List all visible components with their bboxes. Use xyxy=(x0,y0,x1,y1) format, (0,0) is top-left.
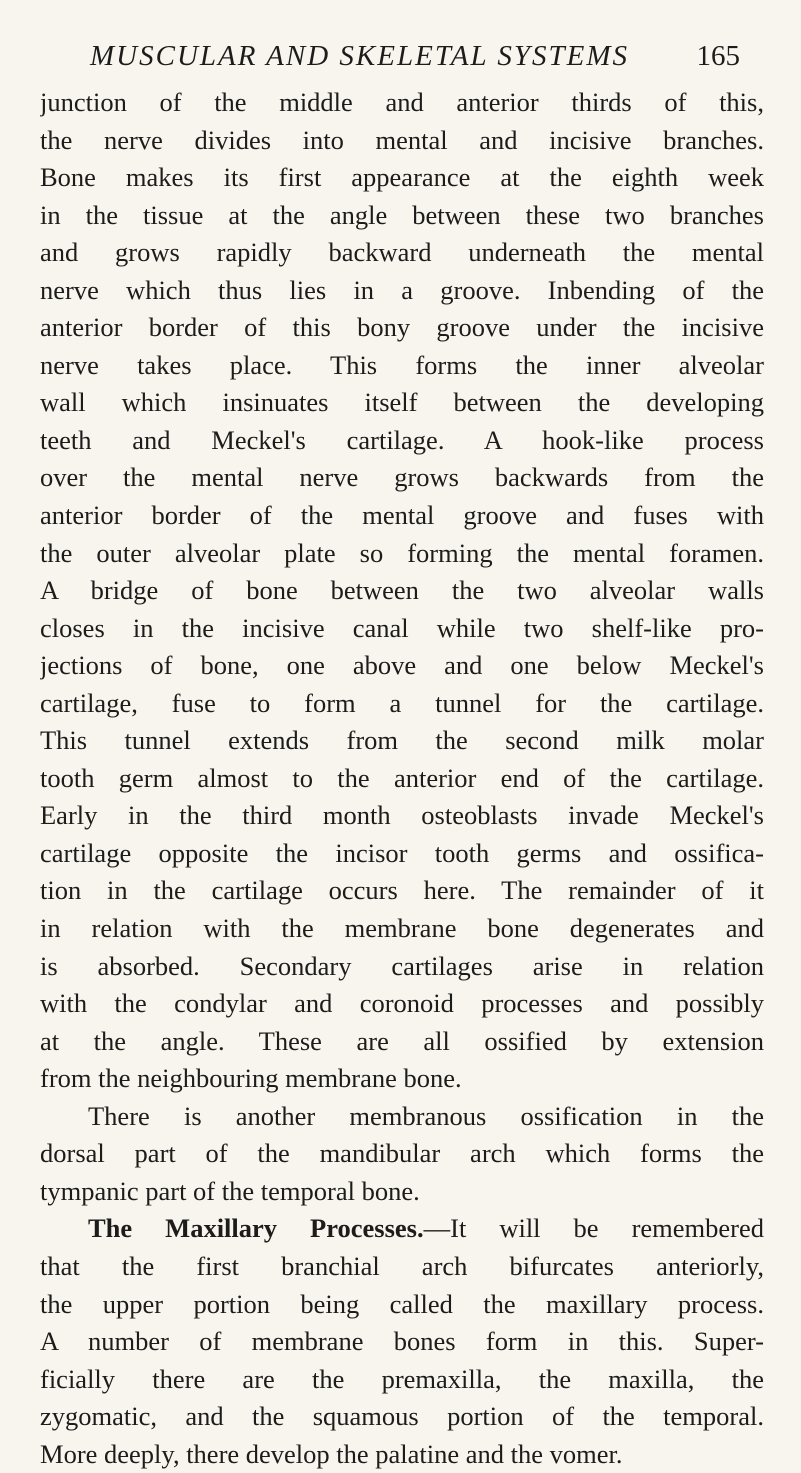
text-line: teeth and Meckel's cartilage. A hook-like process xyxy=(40,424,764,455)
text-line: There is another membranous ossification in the xyxy=(88,1100,764,1131)
text-line: with the condylar and coronoid processes and possibly xyxy=(40,988,764,1019)
text-line: Bone makes its first appearance at the eighth week xyxy=(40,162,764,193)
text-line: jections of bone, one above and one below Meckel's xyxy=(40,650,764,681)
text-line: the outer alveolar plate so forming the mental foramen. xyxy=(40,537,764,568)
section-heading: The Maxillary Processes. xyxy=(88,1213,424,1244)
text-line: anterior border of this bony groove under the incisive xyxy=(40,312,764,343)
text-line: tooth germ almost to the anterior end of the cartilage. xyxy=(40,762,764,793)
text-line: and grows rapidly backward underneath the mental xyxy=(40,237,764,268)
text-line: the nerve divides into mental and incisive branches. xyxy=(40,124,764,155)
text-line: zygomatic, and the squamous portion of the temporal. xyxy=(40,1401,764,1432)
section-first-line-text: —It will be remembered xyxy=(423,1213,764,1244)
text-line: tion in the cartilage occurs here. The remainder of it xyxy=(40,875,764,906)
text-line: junction of the middle and anterior thirds of this, xyxy=(40,87,764,117)
text-line: More deeply, there develop the palatine and the vomer. xyxy=(40,1438,623,1469)
text-line: A number of membrane bones form in this. Super- xyxy=(40,1326,764,1357)
text-line: A bridge of bone between the two alveolar walls xyxy=(40,575,764,606)
text-line: Early in the third month osteoblasts invade Meckel's xyxy=(40,800,764,831)
text-line: This tunnel extends from the second milk molar xyxy=(40,725,764,756)
text-line: in the tissue at the angle between these two branches xyxy=(40,199,764,230)
text-line: dorsal part of the mandibular arch which forms the xyxy=(40,1138,764,1169)
text-line: nerve takes place. This forms the inner alveolar xyxy=(40,349,764,380)
text-line: that the first branchial arch bifurcates anteriorly, xyxy=(40,1250,764,1281)
text-line: over the mental nerve grows backwards from the xyxy=(40,462,764,493)
text-line: wall which insinuates itself between the developing xyxy=(40,387,764,418)
text-line: the upper portion being called the maxillary process. xyxy=(40,1288,764,1319)
text-line: at the angle. These are all ossified by extension xyxy=(40,1025,764,1056)
text-line: from the neighbouring membrane bone. xyxy=(40,1063,462,1094)
page-number: 165 xyxy=(696,40,740,72)
text-line: anterior border of the mental groove and fuses with xyxy=(40,500,764,531)
text-line: cartilage, fuse to form a tunnel for the cartilage. xyxy=(40,687,764,718)
section-first-line xyxy=(40,1210,764,1248)
text-line: ficially there are the premaxilla, the maxilla, the xyxy=(40,1363,764,1394)
body-text xyxy=(40,84,764,1473)
running-head xyxy=(90,36,740,76)
text-line: nerve which thus lies in a groove. Inbending of the xyxy=(40,274,764,305)
text-line: is absorbed. Secondary cartilages arise in relation xyxy=(40,950,764,981)
text-line: tympanic part of the temporal bone. xyxy=(40,1175,420,1206)
running-title: MUSCULAR AND SKELETAL SYSTEMS xyxy=(90,40,629,72)
text-line: cartilage opposite the incisor tooth germs and ossifica- xyxy=(40,837,764,868)
text-line: in relation with the membrane bone degenerates and xyxy=(40,913,764,944)
text-line: closes in the incisive canal while two shelf-like pro- xyxy=(40,612,764,643)
